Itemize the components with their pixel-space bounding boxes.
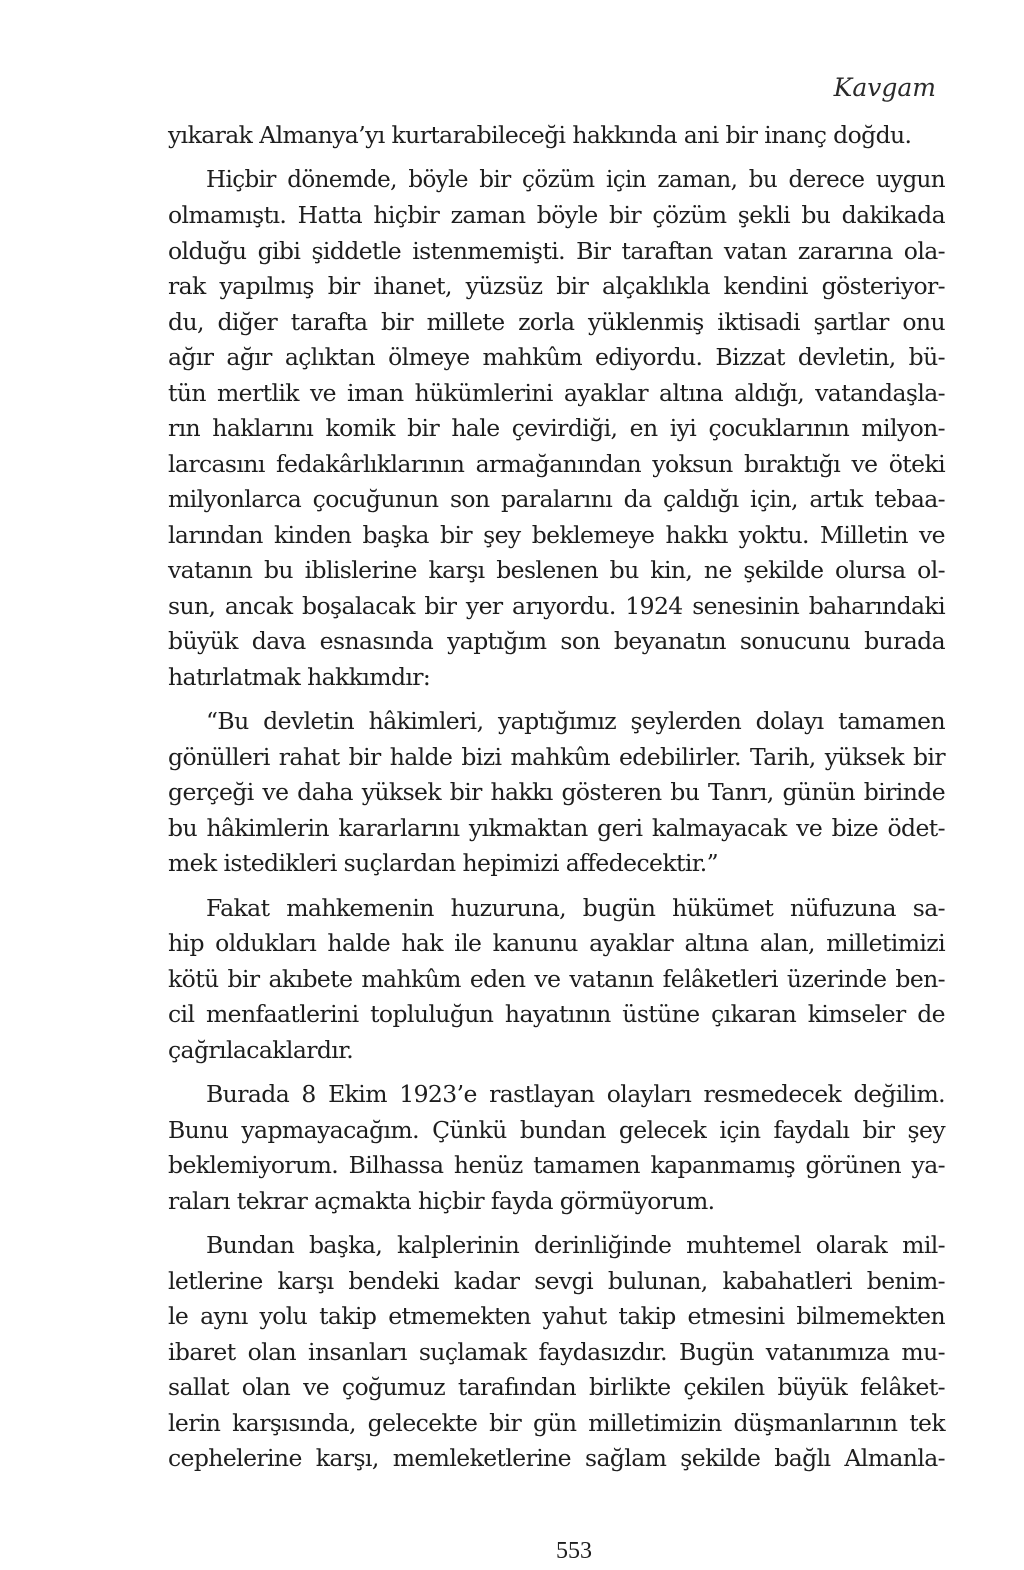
text-line: hatırlatmak hakkımdır: <box>168 662 431 691</box>
text-line: sallat olan ve çoğumuz tarafından birlikte çekilen büyük felâket- <box>168 1373 945 1401</box>
text-line: kötü bir akıbete mahkûm eden ve vatanın felâketleri üzerinde ben- <box>168 964 945 993</box>
text-line: olmamıştı. Hatta hiçbir zaman böyle bir çözüm şekli bu dakikada <box>168 201 945 229</box>
paragraph-gap <box>168 154 945 163</box>
text-line: milyonlarca çocuğunun son paralarını da çaldığı için, artık tebaa- <box>168 485 945 513</box>
text-line: sun, ancak boşalacak bir yer arıyordu. 1924 senesinin baharındaki <box>168 591 945 620</box>
paragraph-continuation <box>168 118 945 154</box>
text-line: Burada 8 Ekim 1923’e rastlayan olayları resmedecek değilim. <box>206 1080 945 1108</box>
paragraph-gap <box>168 1068 945 1077</box>
text-line: cephelerine karşı, memleketlerine sağlam şekilde bağlı Almanla- <box>168 1444 945 1472</box>
text-line: olduğu gibi şiddetle istenmemişti. Bir taraftan vatan zararına ola- <box>168 236 945 265</box>
text-line: büyük dava esnasında yaptığım son beyanatın sonucunu burada <box>168 627 945 655</box>
text-line: Fakat mahkemenin huzuruna, bugün hükümet nüfuzuna sa- <box>206 893 945 922</box>
text-line: yıkarak Almanya’yı kurtarabileceği hakkında ani bir inanç doğdu. <box>168 121 912 149</box>
text-line: larcasını fedakârlıklarının armağanından yoksun bıraktığı ve öteki <box>168 449 945 478</box>
text-line: hip oldukları halde hak ile kanunu ayaklar altına alan, milletimizi <box>168 929 945 957</box>
text-line: rak yapılmış bir ihanet, yüzsüz bir alçaklıkla kendini gösteriyor- <box>168 272 945 300</box>
text-line: vatanın bu iblislerine karşı beslenen bu kin, ne şekilde olursa ol- <box>168 556 945 584</box>
text-line: tün mertlik ve iman hükümlerini ayaklar altına aldığı, vatandaşla- <box>168 378 945 407</box>
running-header: Kavgam <box>833 73 936 102</box>
text-line: bu hâkimlerin kararlarını yıkmaktan geri kalmayacak ve bize ödet- <box>168 813 945 842</box>
text-line: ibaret olan insanları suçlamak faydasızdır. Bugün vatanımıza mu- <box>168 1337 945 1366</box>
text-line: çağrılacaklardır. <box>168 1035 354 1064</box>
text-line: cil menfaatlerini topluluğun hayatının üstüne çıkaran kimseler de <box>168 1000 945 1028</box>
text-line: lerin karşısında, gelecekte bir gün milletimizin düşmanlarının tek <box>168 1408 945 1437</box>
paragraph-gap <box>168 882 945 891</box>
paragraph-gap <box>168 695 945 704</box>
paragraph <box>168 1077 945 1219</box>
paragraph <box>168 163 945 696</box>
text-line: le aynı yolu takip etmemekten yahut takip etmesini bilmemekten <box>168 1302 945 1330</box>
text-line: Bunu yapmayacağım. Çünkü bundan gelecek için faydalı bir şey <box>168 1115 945 1144</box>
text-line: “Bu devletin hâkimleri, yaptığımız şeylerden dolayı tamamen <box>206 707 945 735</box>
paragraph <box>168 891 945 1069</box>
text-line: raları tekrar açmakta hiçbir fayda görmüyorum. <box>168 1186 715 1215</box>
body-text <box>168 118 945 1477</box>
text-line: letlerine karşı bendeki kadar sevgi bulunan, kabahatleri benim- <box>168 1266 945 1295</box>
text-line: larından kinden başka bir şey beklemeye hakkı yoktu. Milletin ve <box>168 520 945 549</box>
text-line: ağır ağır açlıktan ölmeye mahkûm ediyordu. Bizzat devletin, bü- <box>168 343 945 371</box>
paragraph-gap <box>168 1219 945 1228</box>
quotation-paragraph <box>168 704 945 882</box>
text-line: mek istedikleri suçlardan hepimizi affedecektir.” <box>168 849 719 877</box>
text-line: gönülleri rahat bir halde bizi mahkûm edebilirler. Tarih, yüksek bir <box>168 742 945 771</box>
page-number: 553 <box>556 1538 592 1564</box>
text-line: beklemiyorum. Bilhassa henüz tamamen kapanmamış görünen ya- <box>168 1151 945 1179</box>
paragraph <box>168 1228 945 1477</box>
text-line: rın haklarını komik bir hale çevirdiği, en iyi çocuklarının milyon- <box>168 414 945 442</box>
text-line: du, diğer tarafta bir millete zorla yüklenmiş iktisadi şartlar onu <box>168 307 945 336</box>
text-line: gerçeği ve daha yüksek bir hakkı gösteren bu Tanrı, günün birinde <box>168 778 945 806</box>
text-line: Hiçbir dönemde, böyle bir çözüm için zaman, bu derece uygun <box>206 166 945 193</box>
text-line: Bundan başka, kalplerinin derinliğinde muhtemel olarak mil- <box>206 1231 945 1259</box>
